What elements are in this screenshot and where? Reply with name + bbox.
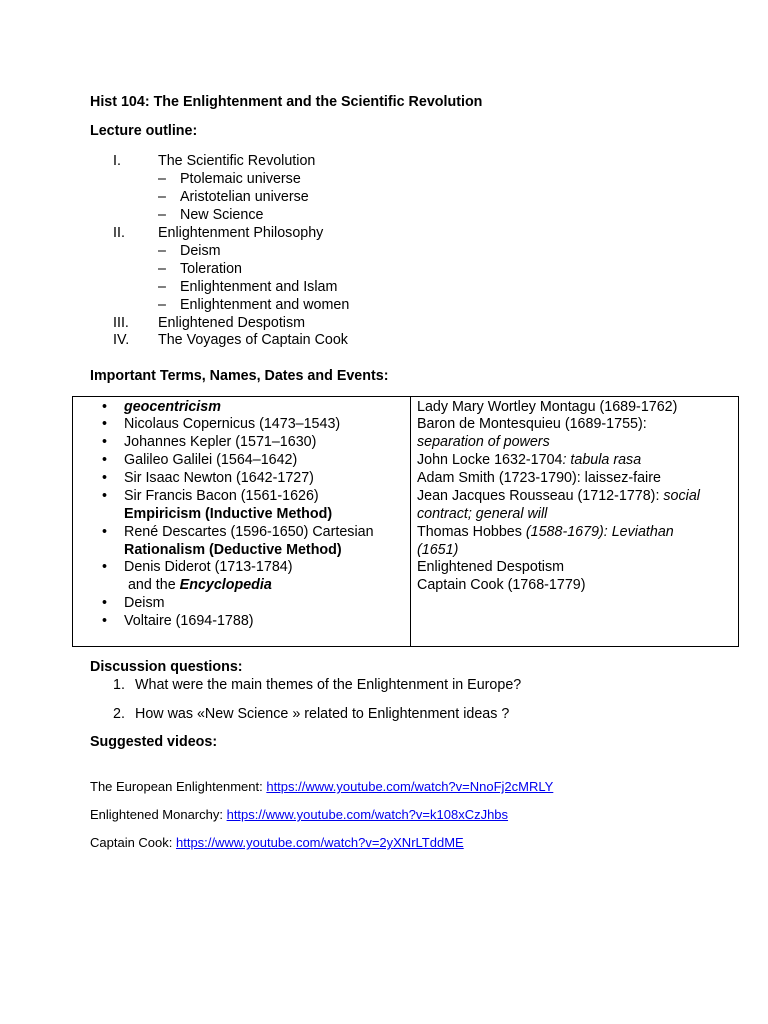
term-social: social: [663, 488, 700, 504]
term-copernicus: Nicolaus Copernicus (1473–1543): [124, 416, 341, 432]
term-descartes: René Descartes (1596-1650) Cartesian: [124, 524, 374, 540]
video-label: Enlightened Monarchy:: [90, 807, 227, 822]
dash-marker: –: [158, 243, 166, 259]
dash-marker: –: [158, 261, 166, 277]
video-item: [90, 779, 553, 794]
term-voltaire: Voltaire (1694-1788): [124, 613, 254, 629]
dash-marker: –: [158, 279, 166, 295]
term-enlightened-despotism: Enlightened Despotism: [417, 559, 565, 575]
video-link[interactable]: https://www.youtube.com/watch?v=k108xCzJhbs: [226, 807, 509, 822]
term-empiricism: Empiricism (Inductive Method): [124, 506, 333, 522]
bullet-marker: •: [102, 470, 108, 486]
term-smith: Adam Smith (1723-1790): laissez-faire: [417, 470, 661, 486]
video-label: Captain Cook:: [90, 835, 176, 850]
term-social-contract: contract; general will: [417, 506, 548, 522]
term-rousseau-line: [417, 488, 700, 504]
outline-number: II.: [113, 225, 125, 241]
page-title: Hist 104: The Enlightenment and the Scientific Revolution: [90, 94, 483, 110]
video-link[interactable]: https://www.youtube.com/watch?v=NnoFj2cMRLY: [266, 779, 554, 794]
terms-heading: Important Terms, Names, Dates and Events:: [90, 368, 389, 384]
videos-heading: Suggested videos:: [90, 734, 218, 750]
bullet-marker: •: [102, 524, 108, 540]
term-encyclopedia: Encyclopedia: [179, 577, 272, 593]
term-separation-of-powers: separation of powers: [417, 434, 550, 450]
question-text: How was «New Science » related to Enlightenment ideas ?: [135, 706, 510, 722]
term-captain-cook: Captain Cook (1768-1779): [417, 577, 586, 593]
terms-table-divider: [410, 396, 411, 647]
term-newton: Sir Isaac Newton (1642-1727): [124, 470, 314, 486]
term-diderot: Denis Diderot (1713-1784): [124, 559, 293, 575]
video-item: [90, 835, 464, 850]
bullet-marker: •: [102, 488, 108, 504]
dash-marker: –: [158, 207, 166, 223]
term-hobbes: Thomas Hobbes: [417, 524, 526, 540]
outline-subitem: Ptolemaic universe: [180, 171, 301, 187]
dash-marker: –: [158, 297, 166, 313]
term-rationalism: Rationalism (Deductive Method): [124, 542, 342, 558]
video-item: [90, 807, 508, 822]
term-geocentricism: geocentricism: [124, 399, 221, 415]
outline-subitem: Enlightenment and women: [180, 297, 350, 313]
outline-number: IV.: [113, 332, 130, 348]
bullet-marker: •: [102, 416, 108, 432]
question-text: What were the main themes of the Enlightenment in Europe?: [135, 677, 522, 693]
outline-section-label: The Scientific Revolution: [158, 153, 316, 169]
outline-subitem: Toleration: [180, 261, 242, 277]
term-leviathan-year: (1651): [417, 542, 459, 558]
outline-section-label: Enlightened Despotism: [158, 315, 306, 331]
video-link[interactable]: https://www.youtube.com/watch?v=2yXNrLTddME: [176, 835, 464, 850]
and-the-text: and the: [127, 577, 180, 593]
term-montesquieu: Baron de Montesquieu (1689-1755):: [417, 416, 647, 432]
term-locke: John Locke 1632-1704: [417, 452, 563, 468]
term-leviathan: (1588-1679): Leviathan: [525, 524, 674, 540]
outline-subitem: Deism: [180, 243, 221, 259]
term-montagu: Lady Mary Wortley Montagu (1689-1762): [417, 399, 678, 415]
outline-subitem: Enlightenment and Islam: [180, 279, 338, 295]
outline-subitem: New Science: [180, 207, 264, 223]
outline-section-label: Enlightenment Philosophy: [158, 225, 324, 241]
term-rousseau: Jean Jacques Rousseau (1712-1778):: [417, 488, 664, 504]
outline-number: III.: [113, 315, 129, 331]
dash-marker: –: [158, 171, 166, 187]
term-galileo: Galileo Galilei (1564–1642): [124, 452, 298, 468]
bullet-marker: •: [102, 559, 108, 575]
term-tabula-rasa: : tabula rasa: [562, 452, 642, 468]
term-kepler: Johannes Kepler (1571–1630): [124, 434, 317, 450]
outline-section-label: The Voyages of Captain Cook: [158, 332, 348, 348]
outline-number: I.: [113, 153, 121, 169]
term-hobbes-line: [417, 524, 674, 540]
outline-subitem: Aristotelian universe: [180, 189, 309, 205]
bullet-marker: •: [102, 595, 108, 611]
bullet-marker: •: [102, 434, 108, 450]
term-encyclopedia-line: [124, 577, 272, 593]
term-deism: Deism: [124, 595, 165, 611]
video-label: The European Enlightenment:: [90, 779, 267, 794]
term-bacon: Sir Francis Bacon (1561-1626): [124, 488, 319, 504]
discussion-heading: Discussion questions:: [90, 659, 243, 675]
term-locke-line: [417, 452, 641, 468]
question-number: 1.: [113, 677, 125, 693]
lecture-outline-heading: Lecture outline:: [90, 123, 198, 139]
bullet-marker: •: [102, 452, 108, 468]
dash-marker: –: [158, 189, 166, 205]
bullet-marker: •: [102, 399, 108, 415]
question-number: 2.: [113, 706, 125, 722]
bullet-marker: •: [102, 613, 108, 629]
